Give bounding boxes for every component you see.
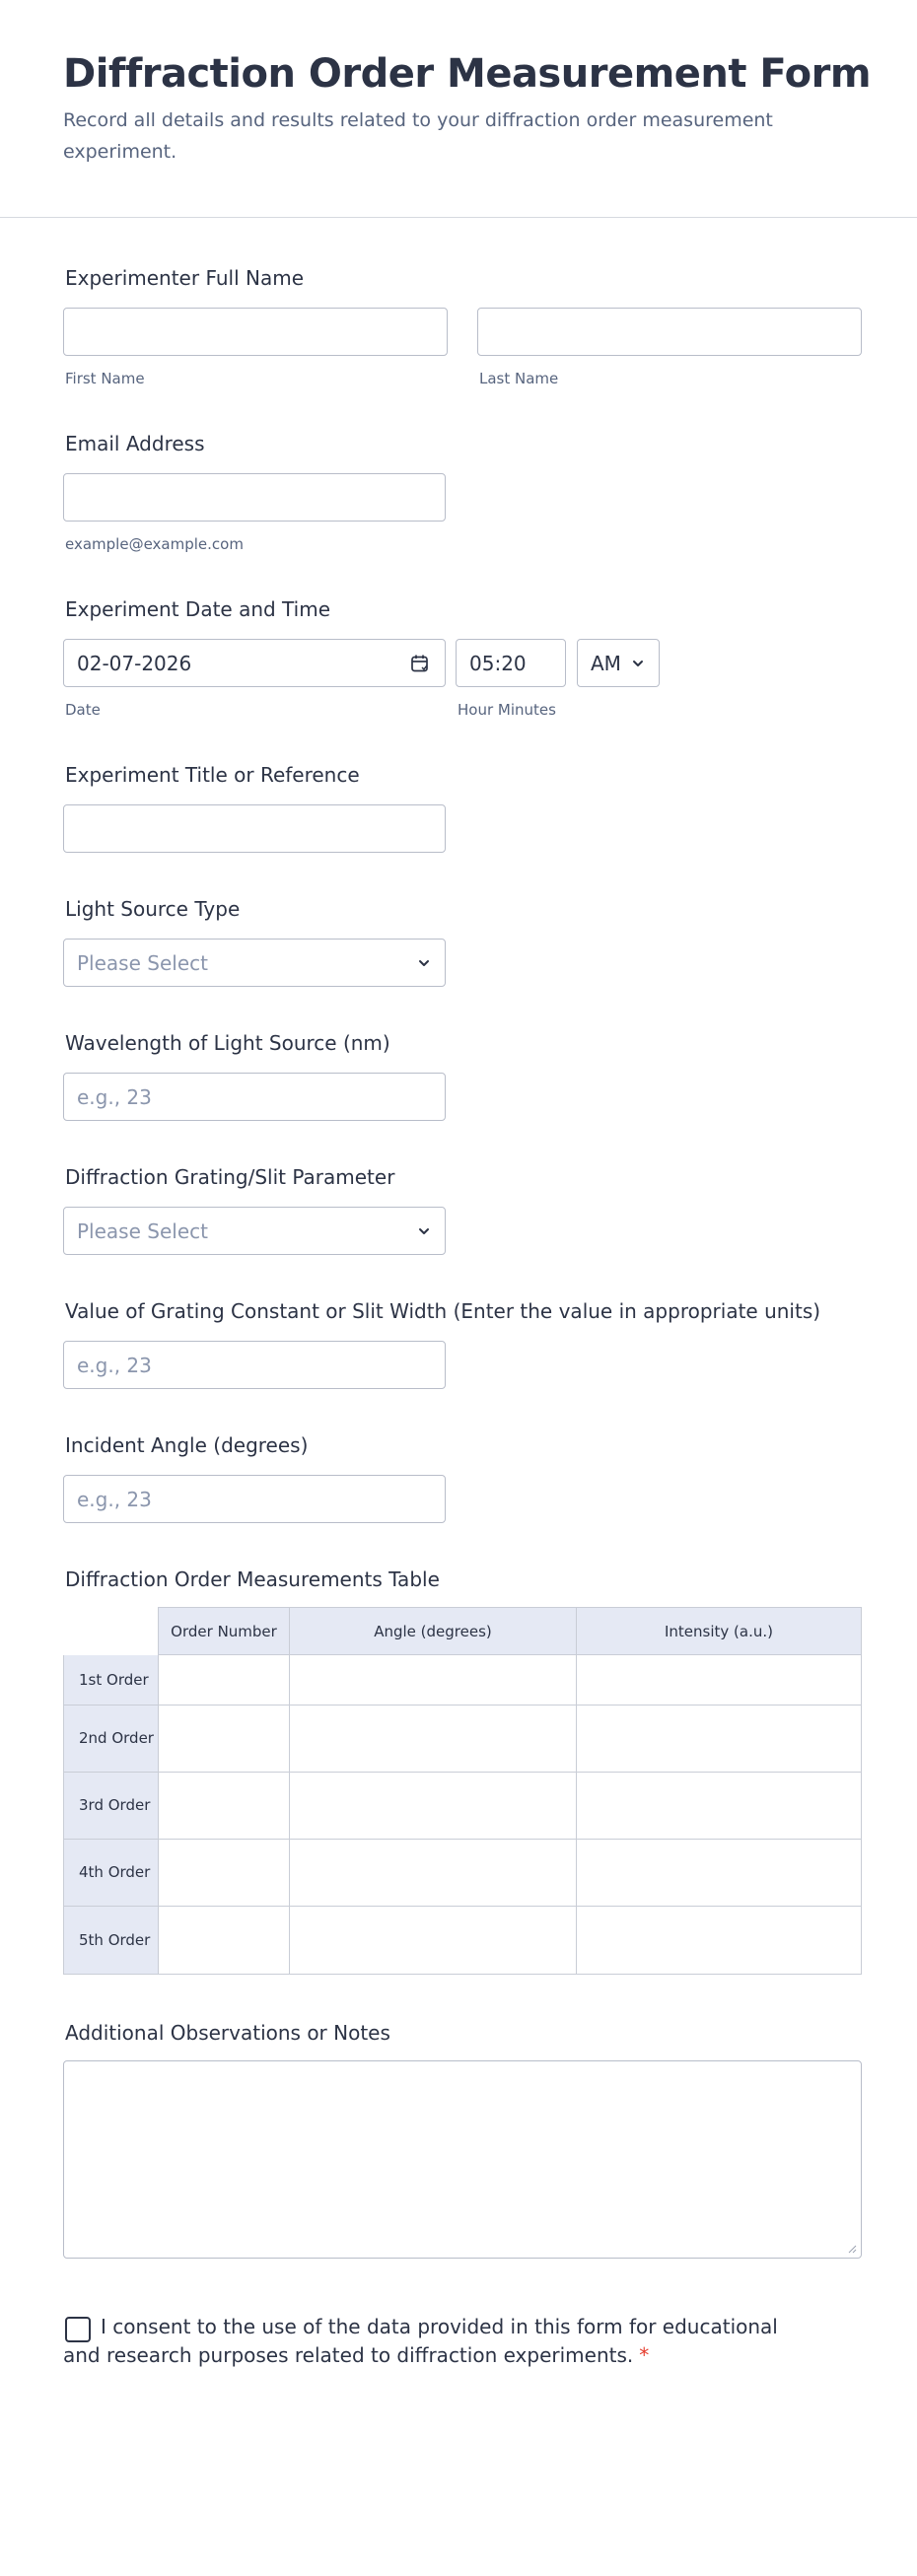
row-header-3: 3rd Order bbox=[64, 1773, 159, 1840]
column-header-angle: Angle (degrees) bbox=[290, 1608, 577, 1655]
form-subtitle: Record all details and results related to your diffraction order measurement experiment. bbox=[63, 109, 773, 163]
chevron-down-icon bbox=[415, 1222, 433, 1240]
date-value: 02-07-2026 bbox=[77, 652, 192, 675]
notes-textarea[interactable] bbox=[63, 2060, 862, 2259]
row-header-1: 1st Order bbox=[64, 1655, 159, 1706]
last-name-sublabel: Last Name bbox=[479, 370, 559, 387]
grating-value-placeholder: e.g., 23 bbox=[77, 1354, 152, 1377]
last-name-input[interactable] bbox=[477, 308, 862, 356]
resize-grip-icon[interactable] bbox=[847, 2244, 857, 2254]
table-cell-4-3[interactable] bbox=[577, 1840, 862, 1907]
email-sublabel: example@example.com bbox=[65, 535, 244, 553]
title-reference-input[interactable] bbox=[63, 804, 446, 853]
required-mark: * bbox=[639, 2343, 650, 2367]
calendar-icon[interactable] bbox=[409, 653, 431, 674]
table-cell-5-1[interactable] bbox=[159, 1907, 290, 1975]
chevron-down-icon bbox=[415, 954, 433, 972]
table-cell-3-2[interactable] bbox=[290, 1773, 577, 1840]
table-cell-5-2[interactable] bbox=[290, 1907, 577, 1975]
measurements-table-label: Diffraction Order Measurements Table bbox=[65, 1567, 440, 1591]
table-cell-3-1[interactable] bbox=[159, 1773, 290, 1840]
consent-text: I consent to the use of the data provided in this form for educational and research purposes related to diffraction experiments. bbox=[63, 2315, 778, 2367]
grating-label: Diffraction Grating/Slit Parameter bbox=[65, 1165, 395, 1189]
light-source-select[interactable] bbox=[63, 939, 446, 987]
table-cell-1-3[interactable] bbox=[577, 1655, 862, 1706]
email-input[interactable] bbox=[63, 473, 446, 522]
grating-select[interactable] bbox=[63, 1207, 446, 1255]
column-header-order: Order Number bbox=[159, 1608, 290, 1655]
first-name-input[interactable] bbox=[63, 308, 448, 356]
light-source-placeholder: Please Select bbox=[77, 951, 208, 975]
table-cell-4-2[interactable] bbox=[290, 1840, 577, 1907]
notes-label: Additional Observations or Notes bbox=[65, 2021, 390, 2045]
row-header-4: 4th Order bbox=[64, 1840, 159, 1907]
form-title: Diffraction Order Measurement Form bbox=[63, 51, 871, 97]
table-cell-2-3[interactable] bbox=[577, 1706, 862, 1773]
measurements-table bbox=[63, 1607, 862, 1975]
grating-placeholder: Please Select bbox=[77, 1219, 208, 1243]
ampm-select[interactable] bbox=[577, 639, 660, 687]
incident-angle-label: Incident Angle (degrees) bbox=[65, 1433, 309, 1457]
table-cell-1-1[interactable] bbox=[159, 1655, 290, 1706]
table-cell-5-3[interactable] bbox=[577, 1907, 862, 1975]
table-cell-2-1[interactable] bbox=[159, 1706, 290, 1773]
grating-value-label: Value of Grating Constant or Slit Width (Enter the value in appropriate units) bbox=[65, 1299, 821, 1323]
name-label: Experimenter Full Name bbox=[65, 266, 305, 290]
table-cell-1-2[interactable] bbox=[290, 1655, 577, 1706]
date-sublabel: Date bbox=[65, 701, 101, 719]
consent-text-block bbox=[63, 2313, 812, 2370]
table-cell-2-2[interactable] bbox=[290, 1706, 577, 1773]
title-reference-label: Experiment Title or Reference bbox=[65, 763, 360, 787]
row-header-2: 2nd Order bbox=[64, 1706, 159, 1773]
row-header-5: 5th Order bbox=[64, 1907, 159, 1975]
form-header bbox=[0, 0, 917, 218]
time-input[interactable] bbox=[456, 639, 566, 687]
date-input[interactable] bbox=[63, 639, 446, 687]
wavelength-placeholder: e.g., 23 bbox=[77, 1085, 152, 1109]
wavelength-input[interactable] bbox=[63, 1073, 446, 1121]
first-name-sublabel: First Name bbox=[65, 370, 145, 387]
ampm-value: AM bbox=[591, 652, 621, 675]
chevron-down-icon bbox=[629, 655, 647, 672]
grating-value-input[interactable] bbox=[63, 1341, 446, 1389]
email-label: Email Address bbox=[65, 432, 205, 455]
incident-angle-input[interactable] bbox=[63, 1475, 446, 1523]
incident-angle-placeholder: e.g., 23 bbox=[77, 1488, 152, 1511]
table-cell-3-3[interactable] bbox=[577, 1773, 862, 1840]
time-sublabel: Hour Minutes bbox=[458, 701, 556, 719]
datetime-label: Experiment Date and Time bbox=[65, 597, 331, 621]
table-cell-4-1[interactable] bbox=[159, 1840, 290, 1907]
time-value: 05:20 bbox=[469, 652, 527, 675]
column-header-intensity: Intensity (a.u.) bbox=[577, 1608, 862, 1655]
wavelength-label: Wavelength of Light Source (nm) bbox=[65, 1031, 390, 1055]
light-source-label: Light Source Type bbox=[65, 897, 241, 921]
